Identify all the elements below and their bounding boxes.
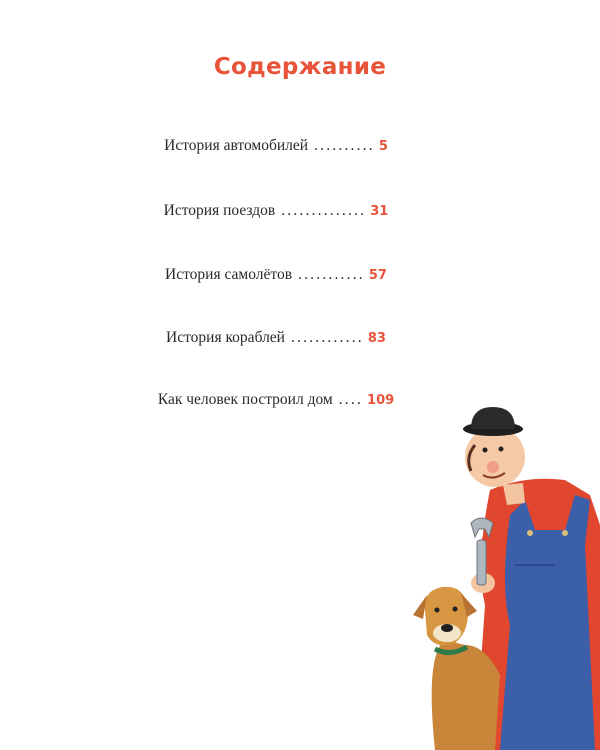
toc-entry-label: Как человек построил дом <box>157 391 333 408</box>
toc-page-number: 5 <box>378 139 388 154</box>
toc-leader-dots: .......... <box>314 137 375 154</box>
toc-page-number: 57 <box>368 268 387 283</box>
mechanic-illustration <box>405 405 600 750</box>
toc-leader-dots: .............. <box>281 202 367 219</box>
toc-entry-label: История автомобилей <box>164 137 309 154</box>
toc-leader-dots: .... <box>338 391 364 408</box>
toc-entry-label: История самолётов <box>165 266 293 283</box>
toc-entry-cars[interactable] <box>140 137 412 155</box>
toc-entry-ships[interactable] <box>140 329 412 347</box>
overalls <box>500 495 595 750</box>
toc-entry-label: История кораблей <box>166 329 285 346</box>
toc-entry-house[interactable] <box>140 391 412 409</box>
toc-leader-dots: ............ <box>290 329 364 346</box>
page-title: Содержание <box>213 54 387 80</box>
toc-entry-label: История поездов <box>163 202 276 219</box>
toc-entry-planes[interactable] <box>140 266 412 284</box>
toc-page-number: 109 <box>367 393 395 408</box>
toc-entry-trains[interactable] <box>140 202 412 220</box>
toc-page-number: 83 <box>367 331 386 346</box>
toc-page-number: 31 <box>370 204 389 219</box>
bowler-hat <box>471 407 515 429</box>
toc-leader-dots: ........... <box>298 266 365 283</box>
